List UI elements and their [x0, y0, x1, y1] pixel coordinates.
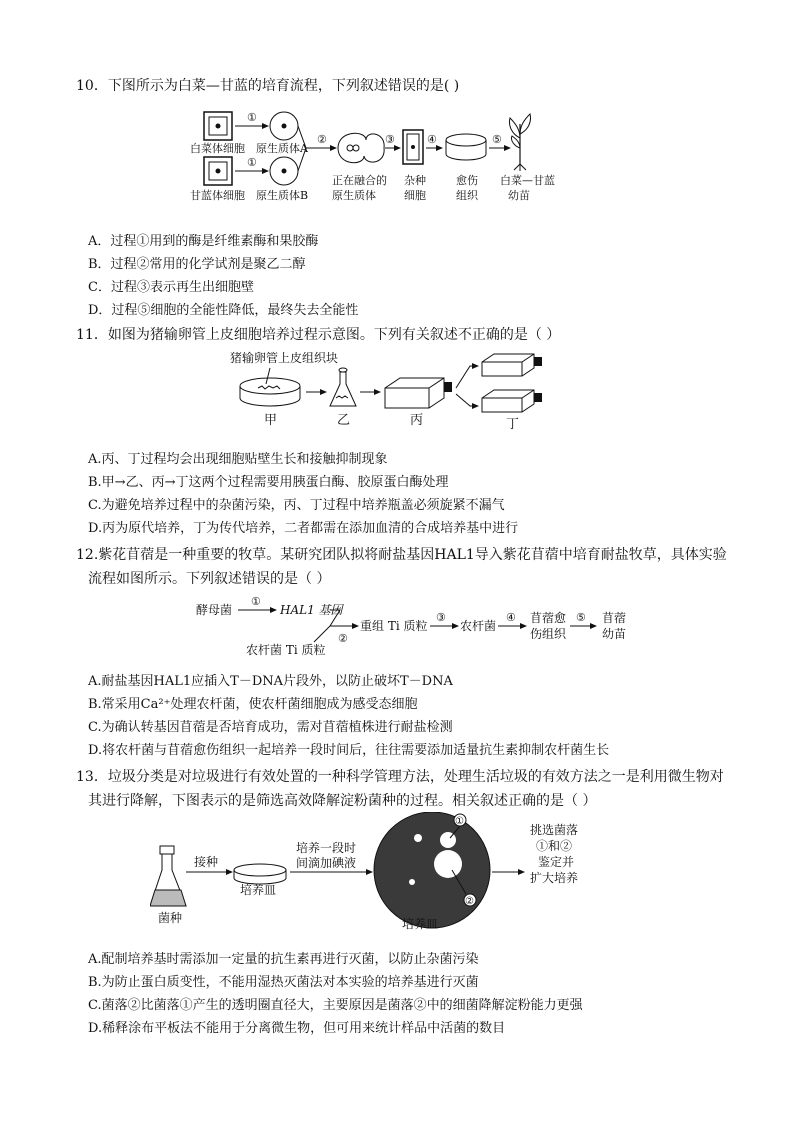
q12-option-b[interactable]: B.常采用Ca²⁺处理农杆菌，使农杆菌细胞成为感受态细胞 [88, 697, 418, 712]
q11-tissue: 猪输卵管上皮组织块 [230, 351, 339, 365]
q10-option-b[interactable]: B．过程②常用的化学试剂是聚乙二醇 [88, 257, 306, 272]
q12-seedling-1: 苜蓿 [602, 611, 627, 625]
q11-stem: 11．如图为猪输卵管上皮细胞培养过程示意图。下列有关叙述不正确的是（ ） [76, 327, 561, 343]
q12-step5: ⑤ [576, 611, 586, 624]
q10-seedling-1: 白菜—甘蓝 [500, 174, 555, 187]
q12-recomb: 重组 Ti 质粒 [360, 619, 428, 633]
q10-proto-a: 原生质体A [256, 142, 308, 155]
q10-diagram [180, 104, 580, 216]
q12-seedling-2: 幼苗 [602, 627, 627, 641]
q10-proto-b: 原生质体B [256, 189, 309, 202]
q10-cell-b: 甘蓝体细胞 [190, 189, 245, 202]
q13-colony-1: ① [455, 816, 464, 827]
q10-step1b: ① [247, 156, 257, 169]
q11-diagram [230, 348, 570, 432]
q13-strain: 菌种 [158, 911, 183, 925]
q13-select-3: 鉴定并 [538, 855, 575, 869]
q13-inoculate: 接种 [194, 855, 219, 869]
q13-diagram [150, 812, 590, 936]
q10-cell-a: 白菜体细胞 [190, 142, 245, 155]
q12-callus-2: 伤组织 [530, 627, 567, 641]
q13-select-4: 扩大培养 [530, 871, 579, 885]
q10-step5: ⑤ [492, 133, 502, 146]
q13-select-1: 挑选菌落 [530, 823, 579, 837]
q10-callus-2: 组织 [456, 189, 478, 202]
q10-option-a[interactable]: A．过程①用到的酶是纤维素酶和果胶酶 [88, 234, 319, 249]
q10-option-d[interactable]: D．过程⑤细胞的全能性降低，最终失去全能性 [88, 303, 359, 318]
q12-callus-1: 苜蓿愈 [530, 611, 567, 625]
q11-option-a[interactable]: A.丙、丁过程均会出现细胞贴壁生长和接触抑制现象 [88, 452, 388, 467]
q12-step1: ① [251, 595, 261, 608]
q11-bing: 丙 [410, 413, 424, 428]
q13-dish: 培养皿 [240, 883, 277, 897]
q11-option-d[interactable]: D.丙为原代培养，丁为传代培养，二者都需在添加血清的合成培养基中进行 [88, 521, 519, 536]
q10-step1a: ① [247, 111, 257, 124]
q10-option-c[interactable]: C．过程③表示再生出细胞壁 [88, 280, 254, 295]
q10-stem: 10．下图所示为白菜—甘蓝的培育流程，下列叙述错误的是( ) [76, 78, 460, 94]
q10-step3: ③ [385, 133, 395, 146]
q13-stem-line1: 13．垃圾分类是对垃圾进行有效处置的一种科学管理方法，处理生活垃圾的有效方法之一是利用微生物对 [76, 769, 724, 785]
q10-step4: ④ [427, 133, 437, 146]
q10-step2: ② [317, 133, 327, 146]
q10-hybrid-2: 细胞 [404, 189, 426, 202]
q12-agro: 农杆菌 [460, 619, 497, 633]
q10-fusing-1: 正在融合的 [332, 174, 387, 187]
q13-culture-1: 培养一段时 [296, 841, 357, 855]
q13-stem-line2: 其进行降解，下图表示的是筛选高效降解淀粉菌种的过程。相关叙述正确的是（ ） [88, 793, 597, 809]
q12-yeast: 酵母菌 [196, 603, 233, 617]
q13-dish2: 培养皿 [402, 917, 439, 931]
q11-ding: 丁 [506, 417, 520, 432]
q12-step3: ③ [436, 611, 446, 624]
q12-option-d[interactable]: D.将农杆菌与苜蓿愈伤组织一起培养一段时间后，往往需要添加适量抗生素抑制农杆菌生长 [88, 743, 610, 758]
q13-option-c[interactable]: C.菌落②比菌落①产生的透明圈直径大，主要原因是菌落②中的细菌降解淀粉能力更强 [88, 998, 583, 1013]
q12-agro-ti: 农杆菌 Ti 质粒 [246, 643, 326, 657]
q12-stem-line1: 12.紫花苜蓿是一种重要的牧草。某研究团队拟将耐盐基因HAL1导入紫花苜蓿中培育耐盐牧草，具体实验 [76, 547, 727, 563]
q13-option-d[interactable]: D.稀释涂布平板法不能用于分离微生物，但可用来统计样品中活菌的数目 [88, 1021, 506, 1036]
q10-callus-1: 愈伤 [456, 174, 478, 187]
flask-icon [150, 846, 186, 906]
q12-stem-line2: 流程如图所示。下列叙述错误的是（ ） [88, 571, 331, 587]
q13-colony-2: ② [465, 896, 474, 907]
q13-culture-2: 间滴加碘液 [296, 856, 357, 870]
q10-seedling-2: 幼苗 [508, 189, 530, 202]
seedling-icon [509, 114, 530, 171]
q12-option-c[interactable]: C.为确认转基因苜蓿是否培育成功，需对苜蓿植株进行耐盐检测 [88, 720, 453, 735]
q10-fusing-2: 原生质体 [332, 189, 376, 202]
q13-option-b[interactable]: B.为防止蛋白质变性，不能用湿热灭菌法对本实验的培养基进行灭菌 [88, 975, 479, 990]
q10-hybrid-1: 杂种 [404, 174, 426, 187]
q11-yi: 乙 [337, 413, 351, 428]
q12-diagram [196, 594, 636, 660]
q12-option-a[interactable]: A.耐盐基因HAL1应插入T－DNA片段外，以防止破坏T－DNA [88, 674, 453, 689]
q12-gene: HAL1 基因 [280, 603, 343, 617]
q13-option-a[interactable]: A.配制培养基时需添加一定量的抗生素再进行灭菌，以防止杂菌污染 [88, 952, 479, 967]
q11-option-c[interactable]: C.为避免培养过程中的杂菌污染，丙、丁过程中培养瓶盖必须旋紧不漏气 [88, 498, 505, 513]
q12-step2: ② [338, 632, 348, 645]
q12-step4: ④ [506, 611, 516, 624]
q13-select-2: ①和② [536, 839, 573, 853]
q11-option-b[interactable]: B.甲→乙、丙→丁这两个过程需要用胰蛋白酶、胶原蛋白酶处理 [88, 475, 449, 490]
q11-jia: 甲 [264, 413, 278, 428]
